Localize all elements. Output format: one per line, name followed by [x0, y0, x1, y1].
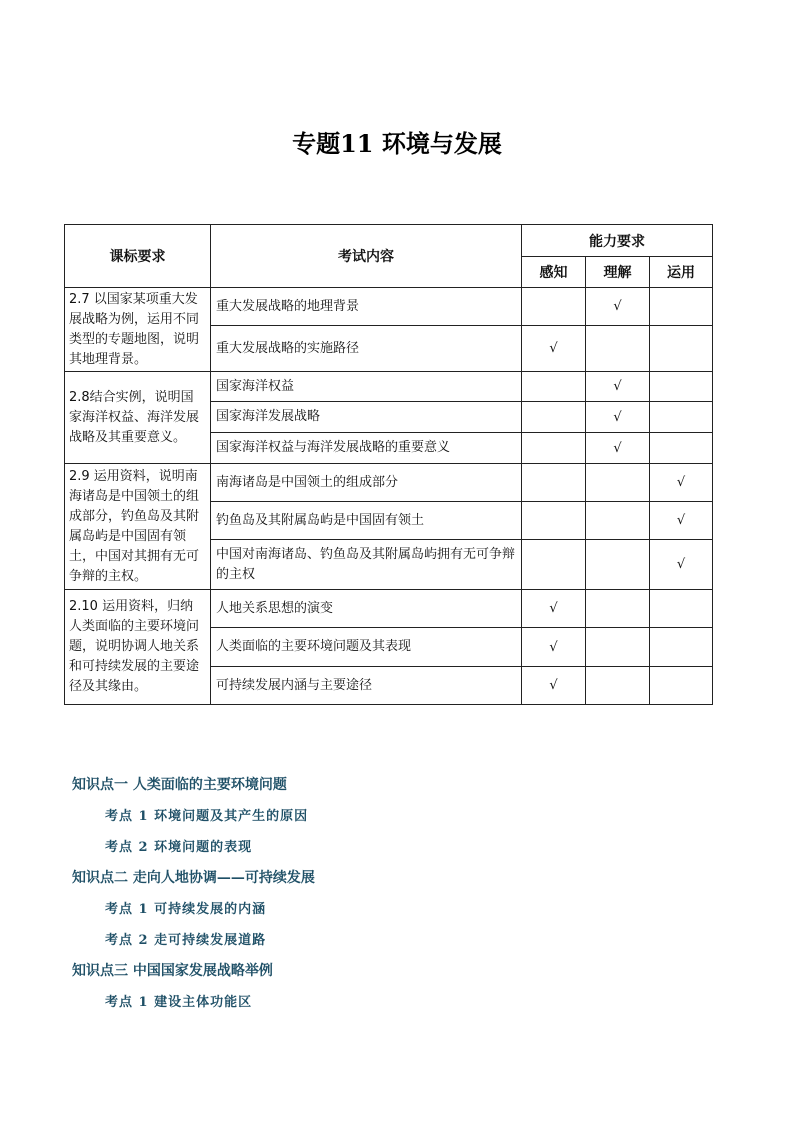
knowledge-heading: 知识点二 走向人地协调——可持续发展	[72, 870, 315, 886]
header-level-understand: 理解	[586, 257, 650, 288]
requirements-body	[65, 288, 713, 705]
check-mark-cell	[522, 540, 586, 590]
exam-point: 考点 2 走可持续发展道路	[105, 933, 267, 948]
knowledge-heading: 知识点三 中国国家发展战略举例	[72, 963, 273, 979]
exam-point: 考点 1 环境问题及其产生的原因	[105, 809, 309, 824]
check-mark-cell	[586, 590, 650, 628]
header-standard: 课标要求	[65, 225, 211, 288]
content-cell: 钓鱼岛及其附属岛屿是中国固有领土	[211, 502, 522, 540]
table-row	[65, 288, 713, 326]
table-row	[65, 464, 713, 502]
check-mark-cell: √	[586, 433, 650, 464]
header-ability: 能力要求	[522, 225, 713, 257]
header-level-apply: 运用	[650, 257, 713, 288]
check-mark-cell: √	[522, 628, 586, 667]
check-mark-cell: √	[522, 326, 586, 372]
check-mark-cell	[586, 502, 650, 540]
check-mark-cell	[586, 540, 650, 590]
content-cell: 人类面临的主要环境问题及其表现	[211, 628, 522, 667]
content-cell: 重大发展战略的地理背景	[211, 288, 522, 326]
content-cell: 国家海洋发展战略	[211, 402, 522, 433]
check-mark-cell: √	[522, 590, 586, 628]
check-mark-cell: √	[650, 464, 713, 502]
table-row	[65, 372, 713, 402]
check-mark-cell	[586, 628, 650, 667]
check-mark-cell	[650, 288, 713, 326]
content-cell: 人地关系思想的演变	[211, 590, 522, 628]
exam-point: 考点 2 环境问题的表现	[105, 840, 253, 855]
check-mark-cell	[650, 628, 713, 667]
check-mark-cell	[650, 326, 713, 372]
check-mark-cell	[522, 464, 586, 502]
standard-cell: 2.10 运用资料，归纳人类面临的主要环境问题，说明协调人地关系和可持续发展的主要途径及其缘由。	[65, 590, 211, 705]
content-cell: 南海诸岛是中国领土的组成部分	[211, 464, 522, 502]
exam-point: 考点 1 可持续发展的内涵	[105, 902, 267, 917]
header-content: 考试内容	[211, 225, 522, 288]
check-mark-cell	[522, 433, 586, 464]
check-mark-cell	[650, 433, 713, 464]
page-title: 专题11 环境与发展	[292, 129, 502, 158]
check-mark-cell	[586, 326, 650, 372]
check-mark-cell: √	[650, 540, 713, 590]
check-mark-cell	[650, 667, 713, 705]
check-mark-cell	[522, 288, 586, 326]
content-cell: 国家海洋权益	[211, 372, 522, 402]
table-row	[65, 590, 713, 628]
check-mark-cell: √	[586, 372, 650, 402]
check-mark-cell	[650, 590, 713, 628]
standard-cell: 2.8结合实例，说明国家海洋权益、海洋发展战略及其重要意义。	[65, 372, 211, 464]
standard-cell: 2.7 以国家某项重大发展战略为例，运用不同类型的专题地图，说明其地理背景。	[65, 288, 211, 372]
requirements-table	[64, 224, 713, 705]
check-mark-cell	[522, 502, 586, 540]
content-cell: 中国对南海诸岛、钓鱼岛及其附属岛屿拥有无可争辩的主权	[211, 540, 522, 590]
knowledge-outline	[72, 770, 732, 1018]
exam-point: 考点 1 建设主体功能区	[105, 995, 253, 1010]
check-mark-cell	[522, 372, 586, 402]
knowledge-heading: 知识点一 人类面临的主要环境问题	[72, 777, 287, 793]
check-mark-cell: √	[650, 502, 713, 540]
content-cell: 可持续发展内涵与主要途径	[211, 667, 522, 705]
content-cell: 国家海洋权益与海洋发展战略的重要意义	[211, 433, 522, 464]
check-mark-cell: √	[522, 667, 586, 705]
check-mark-cell	[650, 402, 713, 433]
standard-cell: 2.9 运用资料，说明南海诸岛是中国领土的组成部分，钓鱼岛及其附属岛屿是中国固有领土，中国对其拥有无可争辩的主权。	[65, 464, 211, 590]
check-mark-cell	[586, 667, 650, 705]
check-mark-cell: √	[586, 402, 650, 433]
check-mark-cell	[650, 372, 713, 402]
header-level-perceive: 感知	[522, 257, 586, 288]
check-mark-cell: √	[586, 288, 650, 326]
content-cell: 重大发展战略的实施路径	[211, 326, 522, 372]
check-mark-cell	[522, 402, 586, 433]
check-mark-cell	[586, 464, 650, 502]
